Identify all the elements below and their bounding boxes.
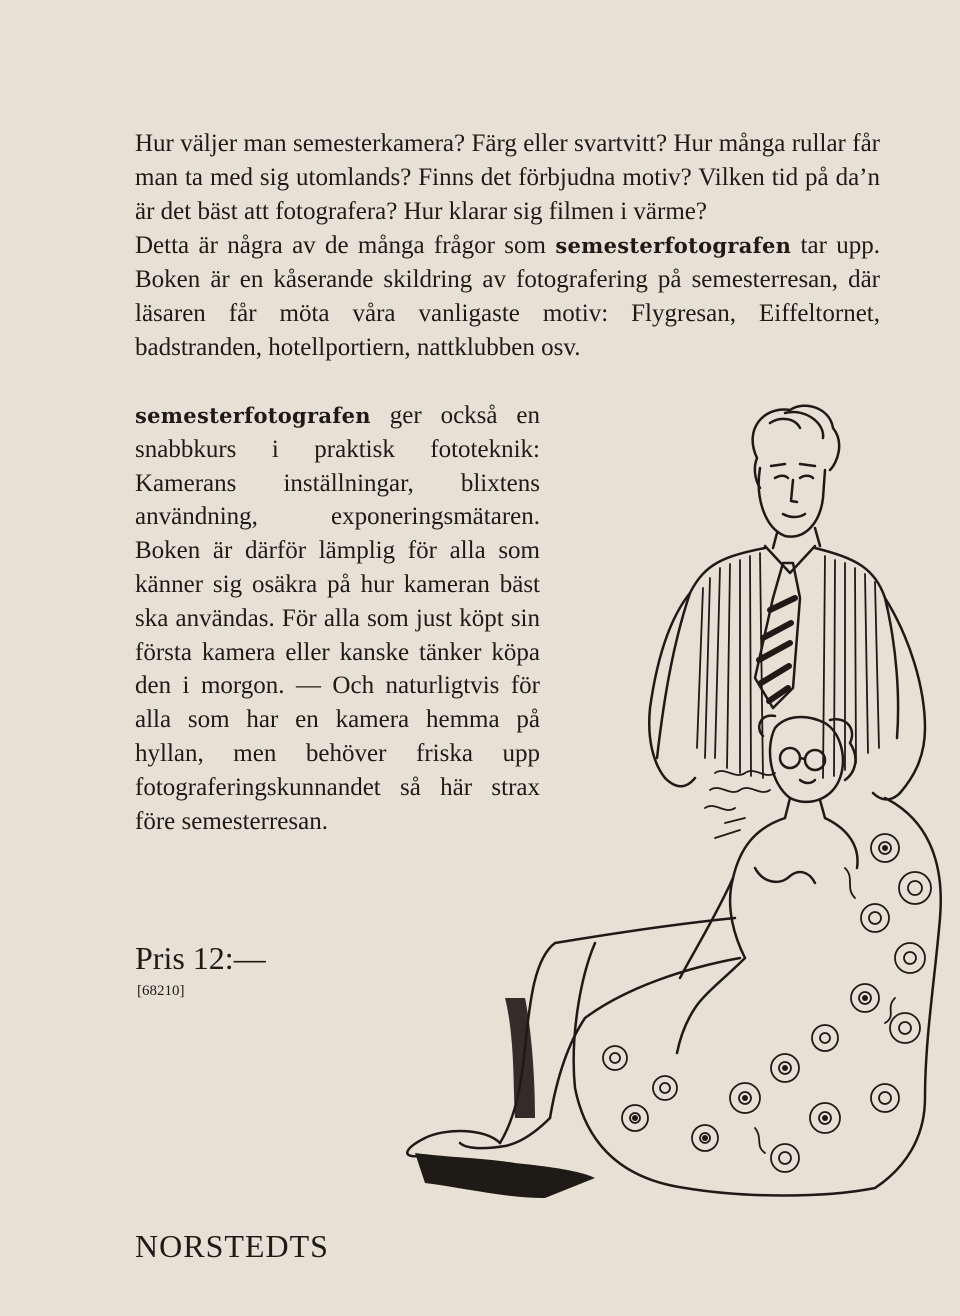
intro-text (135, 127, 880, 365)
column-title-bold: semesterfotografen (135, 403, 371, 428)
couple-illustration-icon (285, 398, 955, 1218)
publisher-name: NORSTEDTS (135, 1228, 329, 1264)
column-body: ger också en snabbkurs i praktisk fototeknik: Kamerans inställningar, blixtens användning, exponeringsmätaren. Boken är därför lämplig för alla som känner sig osäkra på hur kameran bäst ska användas. För alla som just köpt sin första kamera eller kanske tänker köpa den i morgon. — Och naturligtvis för alla som har en kamera hemma på hyllan, men behöver friska upp fotograferingskunnandet så här strax före semesterresan. (135, 402, 540, 835)
intro-paragraph-2 (135, 229, 880, 365)
price-label: Pris 12:— (135, 940, 266, 976)
book-title-bold: semesterfotografen (555, 233, 792, 258)
intro-paragraph-2-start: Detta är några av de många frågor som (135, 232, 556, 259)
product-code: [68210] (137, 983, 185, 999)
intro-paragraph-2-end: tar upp. Boken är en kåserande skildring av fotografering på semesterresan, där läsaren får möta våra vanligaste motiv: Flygresan, Eiffeltornet, badstranden, hotellportiern, nattklubben osv. (135, 232, 881, 361)
intro-paragraph-1: Hur väljer man semesterkamera? Färg eller svartvitt? Hur många rullar får man ta med sig utomlands? Finns det förbjudna motiv? Vilken tid på da’n är det bäst att fotografera? Hur klarar sig filmen i värme? (135, 130, 880, 225)
